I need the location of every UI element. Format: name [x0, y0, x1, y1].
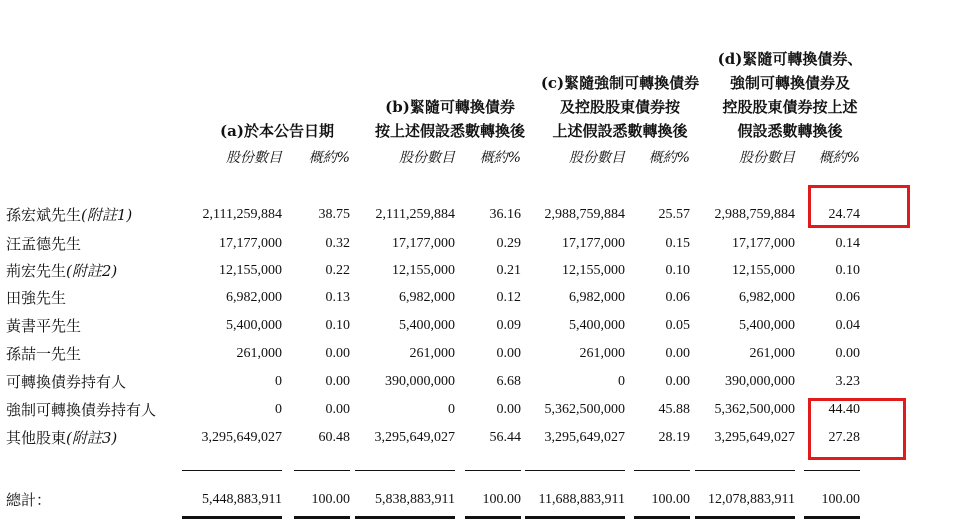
total-percent-value: 100.00	[821, 492, 860, 507]
shares-value: 3,295,649,027	[201, 430, 282, 445]
shares-value: 3,295,649,027	[714, 430, 795, 445]
subtotal-rule	[695, 470, 795, 471]
shares-value: 5,400,000	[569, 318, 625, 333]
percent-value: 27.28	[828, 430, 860, 445]
subtotal-rule	[294, 470, 350, 471]
shares-value: 3,295,649,027	[374, 430, 455, 445]
percent-value: 36.16	[489, 207, 521, 222]
shares-value: 261,000	[749, 346, 795, 361]
subtotal-rule	[525, 470, 625, 471]
subheader-shares: 股份數目	[399, 150, 455, 166]
percent-value: 25.57	[658, 207, 690, 222]
percent-value: 0.00	[325, 346, 350, 361]
row-label	[6, 259, 117, 283]
holder-name: 可轉換債券持有人	[6, 373, 127, 391]
percent-value: 0.00	[835, 346, 860, 361]
total-underline	[634, 516, 690, 519]
row-label	[6, 398, 156, 422]
total-percent-value: 100.00	[482, 492, 521, 507]
shares-value: 261,000	[409, 346, 455, 361]
holder-name: 孫宏斌先生	[6, 206, 82, 224]
percent-value: 45.88	[658, 402, 690, 417]
holder-note: (附註2)	[66, 262, 118, 280]
subheader-shares: 股份數目	[226, 150, 282, 166]
percent-value: 0.04	[835, 318, 860, 333]
shares-value: 17,177,000	[219, 236, 282, 251]
shares-value: 2,111,259,884	[375, 207, 455, 222]
percent-value: 6.68	[496, 374, 521, 389]
total-underline	[182, 516, 282, 519]
row-label	[6, 426, 117, 450]
holder-name: 其他股東	[6, 429, 67, 447]
total-underline	[294, 516, 350, 519]
holder-name: 孫喆一先生	[6, 345, 82, 363]
percent-value: 0.06	[665, 290, 690, 305]
column-header-4-line-3: 控股股東債券按上述	[722, 98, 858, 116]
shares-value: 0	[618, 374, 625, 389]
column-header-4-line-4: 假設悉數轉換後	[737, 122, 843, 140]
row-label	[6, 203, 132, 227]
total-underline	[804, 516, 860, 519]
column-header-2-line-2: 按上述假設悉數轉換後	[374, 122, 525, 140]
total-percent-value: 100.00	[311, 492, 350, 507]
percent-value: 3.23	[835, 374, 860, 389]
holder-note: (附註1)	[81, 206, 133, 224]
total-underline	[695, 516, 795, 519]
subtotal-rule	[465, 470, 521, 471]
subheader-shares: 股份數目	[569, 150, 625, 166]
percent-value: 0.10	[835, 263, 860, 278]
holder-name: 強制可轉換債券持有人	[6, 401, 157, 419]
shares-value: 5,400,000	[739, 318, 795, 333]
shares-value: 12,155,000	[219, 263, 282, 278]
row-label	[6, 232, 81, 256]
total-label: 總計：	[6, 491, 52, 509]
percent-value: 28.19	[658, 430, 690, 445]
shares-value: 6,982,000	[739, 290, 795, 305]
shares-value: 0	[275, 374, 282, 389]
total-shares-value: 11,688,883,911	[538, 492, 625, 507]
shares-value: 6,982,000	[226, 290, 282, 305]
subheader-percent: 概約%	[308, 150, 350, 166]
shares-value: 2,988,759,884	[714, 207, 795, 222]
shares-value: 12,155,000	[562, 263, 625, 278]
percent-value: 38.75	[318, 207, 350, 222]
holder-note: (附註3)	[66, 429, 118, 447]
percent-value: 0.13	[325, 290, 350, 305]
percent-value: 0.06	[835, 290, 860, 305]
percent-value: 0.21	[496, 263, 521, 278]
percent-value: 0.00	[665, 346, 690, 361]
shares-value: 6,982,000	[569, 290, 625, 305]
percent-value: 0.00	[496, 402, 521, 417]
column-header-1-line-1: (a)於本公告日期	[220, 122, 334, 140]
subtotal-rule	[634, 470, 690, 471]
shares-value: 17,177,000	[732, 236, 795, 251]
percent-value: 0.10	[665, 263, 690, 278]
highlight-box	[808, 185, 910, 228]
percent-value: 56.44	[489, 430, 521, 445]
row-label	[6, 286, 66, 310]
shares-value: 3,295,649,027	[544, 430, 625, 445]
holder-name: 黃書平先生	[6, 317, 82, 335]
subheader-shares: 股份數目	[739, 150, 795, 166]
shares-value: 261,000	[236, 346, 282, 361]
shares-value: 0	[448, 402, 455, 417]
shares-value: 0	[275, 402, 282, 417]
total-underline	[525, 516, 625, 519]
column-header-3-line-3: 上述假設悉數轉換後	[552, 122, 688, 140]
row-label	[6, 342, 81, 366]
percent-value: 0.15	[665, 236, 690, 251]
shares-value: 5,362,500,000	[544, 402, 625, 417]
row-label	[6, 370, 126, 394]
subheader-percent: 概約%	[818, 150, 860, 166]
row-label	[6, 314, 81, 338]
holder-name: 汪孟德先生	[6, 235, 82, 253]
shares-value: 2,111,259,884	[202, 207, 282, 222]
shares-value: 5,362,500,000	[714, 402, 795, 417]
percent-value: 0.00	[496, 346, 521, 361]
subtotal-rule	[804, 470, 860, 471]
percent-value: 60.48	[318, 430, 350, 445]
percent-value: 0.32	[325, 236, 350, 251]
total-underline	[355, 516, 455, 519]
column-header-3-line-2: 及控股股東債券按	[559, 98, 680, 116]
percent-value: 0.29	[496, 236, 521, 251]
shares-value: 261,000	[579, 346, 625, 361]
total-shares-value: 5,838,883,911	[375, 492, 455, 507]
shares-value: 17,177,000	[392, 236, 455, 251]
percent-value: 0.00	[665, 374, 690, 389]
shares-value: 390,000,000	[725, 374, 795, 389]
subtotal-rule	[355, 470, 455, 471]
total-shares-value: 12,078,883,911	[708, 492, 795, 507]
highlight-box	[808, 398, 906, 460]
shares-value: 390,000,000	[385, 374, 455, 389]
shares-value: 17,177,000	[562, 236, 625, 251]
percent-value: 0.10	[325, 318, 350, 333]
column-header-3-line-1: (c)緊隨強制可轉換債券	[540, 74, 700, 92]
total-underline	[465, 516, 521, 519]
percent-value: 0.09	[496, 318, 521, 333]
percent-value: 44.40	[828, 402, 860, 417]
percent-value: 24.74	[828, 207, 860, 222]
column-header-4-line-2: 強制可轉換債券及	[729, 74, 850, 92]
shares-value: 2,988,759,884	[544, 207, 625, 222]
subtotal-rule	[182, 470, 282, 471]
shares-value: 5,400,000	[399, 318, 455, 333]
percent-value: 0.12	[496, 290, 521, 305]
total-percent-value: 100.00	[651, 492, 690, 507]
shares-value: 12,155,000	[732, 263, 795, 278]
percent-value: 0.00	[325, 374, 350, 389]
shares-value: 5,400,000	[226, 318, 282, 333]
percent-value: 0.14	[835, 236, 860, 251]
shares-value: 12,155,000	[392, 263, 455, 278]
holder-name: 田強先生	[6, 289, 67, 307]
percent-value: 0.00	[325, 402, 350, 417]
percent-value: 0.22	[325, 263, 350, 278]
holder-name: 荊宏先生	[6, 262, 67, 280]
column-header-4-line-1: (d)緊隨可轉換債券、	[717, 50, 863, 68]
column-header-2-line-1: (b)緊隨可轉換債券	[385, 98, 515, 116]
percent-value: 0.05	[665, 318, 690, 333]
total-shares-value: 5,448,883,911	[202, 492, 282, 507]
shares-value: 6,982,000	[399, 290, 455, 305]
subheader-percent: 概約%	[479, 150, 521, 166]
subheader-percent: 概約%	[648, 150, 690, 166]
